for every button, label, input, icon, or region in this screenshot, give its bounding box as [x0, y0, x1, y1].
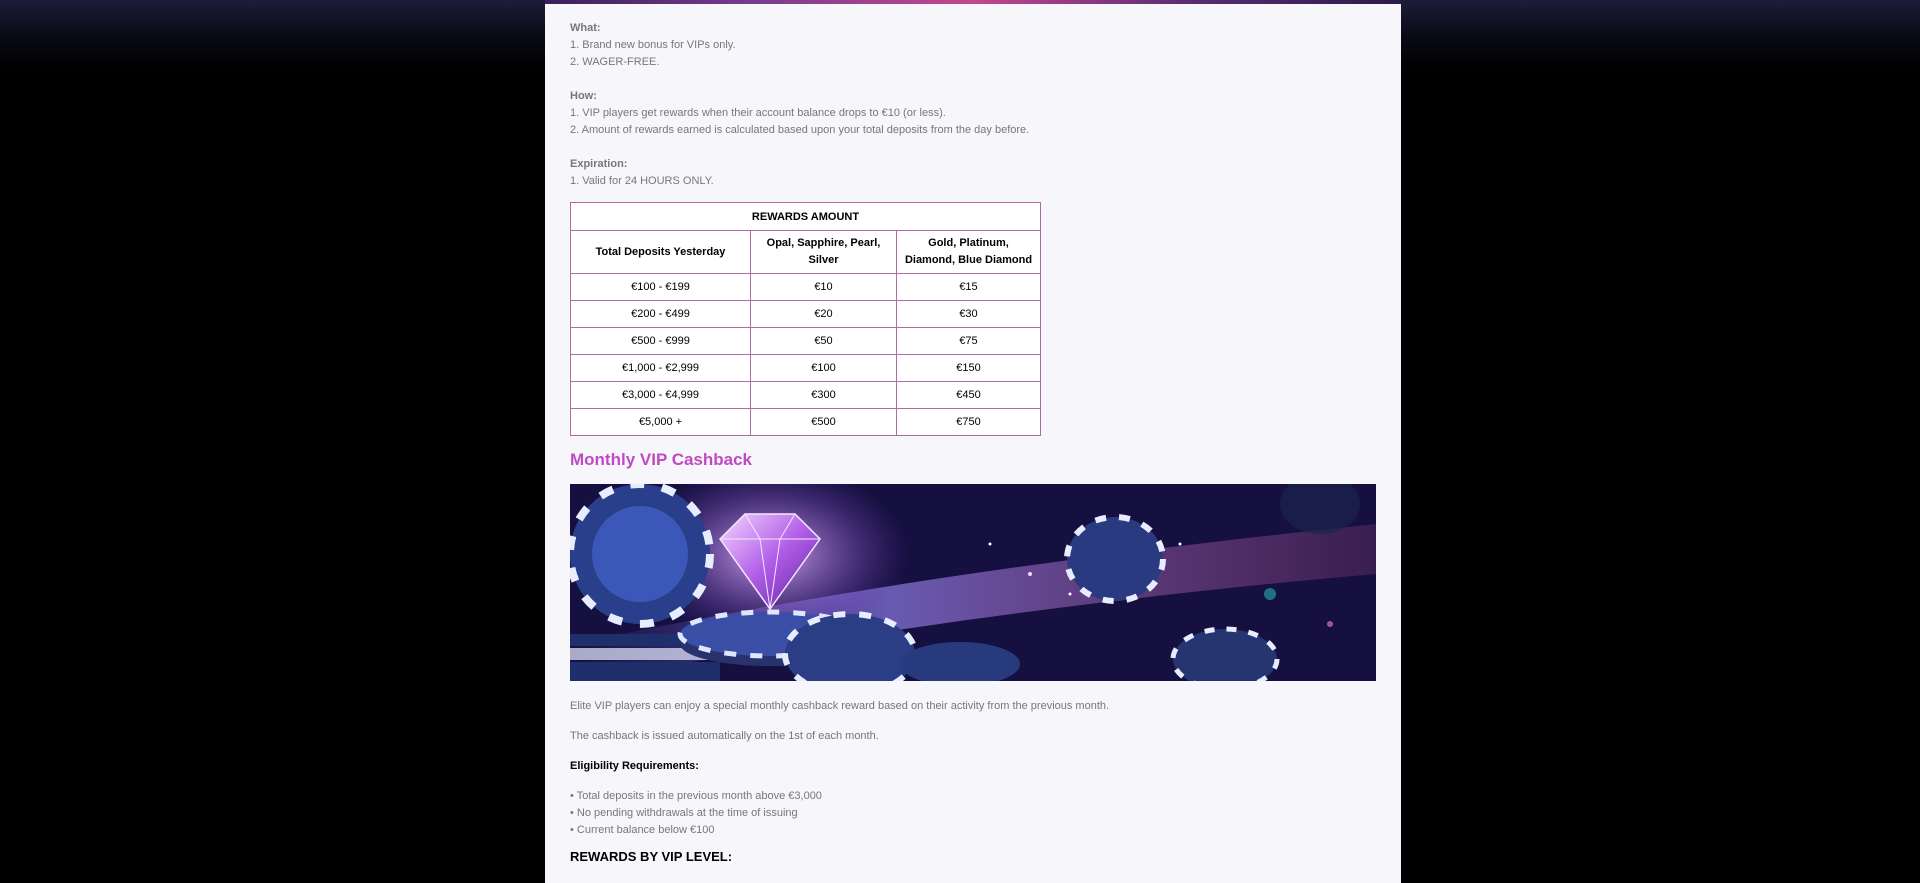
table-cell: €3,000 - €4,999 — [571, 382, 751, 409]
cashback-issue-note: The cashback is issued automatically on the 1st of each month. — [570, 730, 879, 742]
table-row — [571, 301, 1041, 328]
list-item: • Total deposits in the previous month above €3,000 — [570, 790, 822, 802]
promo-page — [545, 0, 1401, 883]
column-header: Gold, Platinum, Diamond, Blue Diamond — [897, 231, 1041, 274]
expiration-item-1: 1. Valid for 24 HOURS ONLY. — [570, 175, 714, 187]
top-banner-strip — [545, 0, 1401, 4]
what-label: What: — [570, 22, 601, 34]
promo-content — [570, 20, 1376, 866]
table-cell: €750 — [897, 409, 1041, 436]
what-item-1: 1. Brand new bonus for VIPs only. — [570, 39, 736, 51]
table-cell: €10 — [751, 274, 897, 301]
table-cell: €100 — [751, 355, 897, 382]
table-cell: €20 — [751, 301, 897, 328]
table-row — [571, 409, 1041, 436]
table-row — [571, 382, 1041, 409]
rewards-amount-table — [570, 202, 1041, 436]
table-cell: €500 — [751, 409, 897, 436]
list-item: • Current balance below €100 — [570, 824, 715, 836]
table-row — [571, 328, 1041, 355]
column-header: Opal, Sapphire, Pearl, Silver — [751, 231, 897, 274]
table-cell: €5,000 + — [571, 409, 751, 436]
table-cell: €300 — [751, 382, 897, 409]
table-cell: €200 - €499 — [571, 301, 751, 328]
table-cell: €100 - €199 — [571, 274, 751, 301]
expiration-label: Expiration: — [570, 158, 628, 170]
table-cell: €1,000 - €2,999 — [571, 355, 751, 382]
table-cell: €75 — [897, 328, 1041, 355]
column-header: Total Deposits Yesterday — [571, 231, 751, 274]
table-title: REWARDS AMOUNT — [571, 203, 1041, 231]
what-item-2: 2. WAGER-FREE. — [570, 56, 660, 68]
table-cell: €30 — [897, 301, 1041, 328]
table-cell: €500 - €999 — [571, 328, 751, 355]
table-cell: €450 — [897, 382, 1041, 409]
diamond-poker-chips-image — [570, 484, 1376, 681]
table-row — [571, 355, 1041, 382]
eligibility-list — [570, 788, 1376, 839]
list-item: • No pending withdrawals at the time of issuing — [570, 807, 798, 819]
table-cell: €150 — [897, 355, 1041, 382]
table-cell: €15 — [897, 274, 1041, 301]
monthly-vip-cashback-heading: Monthly VIP Cashback — [570, 450, 753, 469]
how-label: How: — [570, 90, 597, 102]
table-cell: €50 — [751, 328, 897, 355]
rewards-by-vip-level-heading: REWARDS BY VIP LEVEL: — [570, 849, 733, 864]
table-row — [571, 274, 1041, 301]
eligibility-heading: Eligibility Requirements: — [570, 760, 699, 772]
cashback-description: Elite VIP players can enjoy a special monthly cashback reward based on their activity from the previous month. — [570, 700, 1110, 712]
how-item-1: 1. VIP players get rewards when their account balance drops to €10 (or less). — [570, 107, 946, 119]
how-item-2: 2. Amount of rewards earned is calculated based upon your total deposits from the day before. — [570, 124, 1030, 136]
